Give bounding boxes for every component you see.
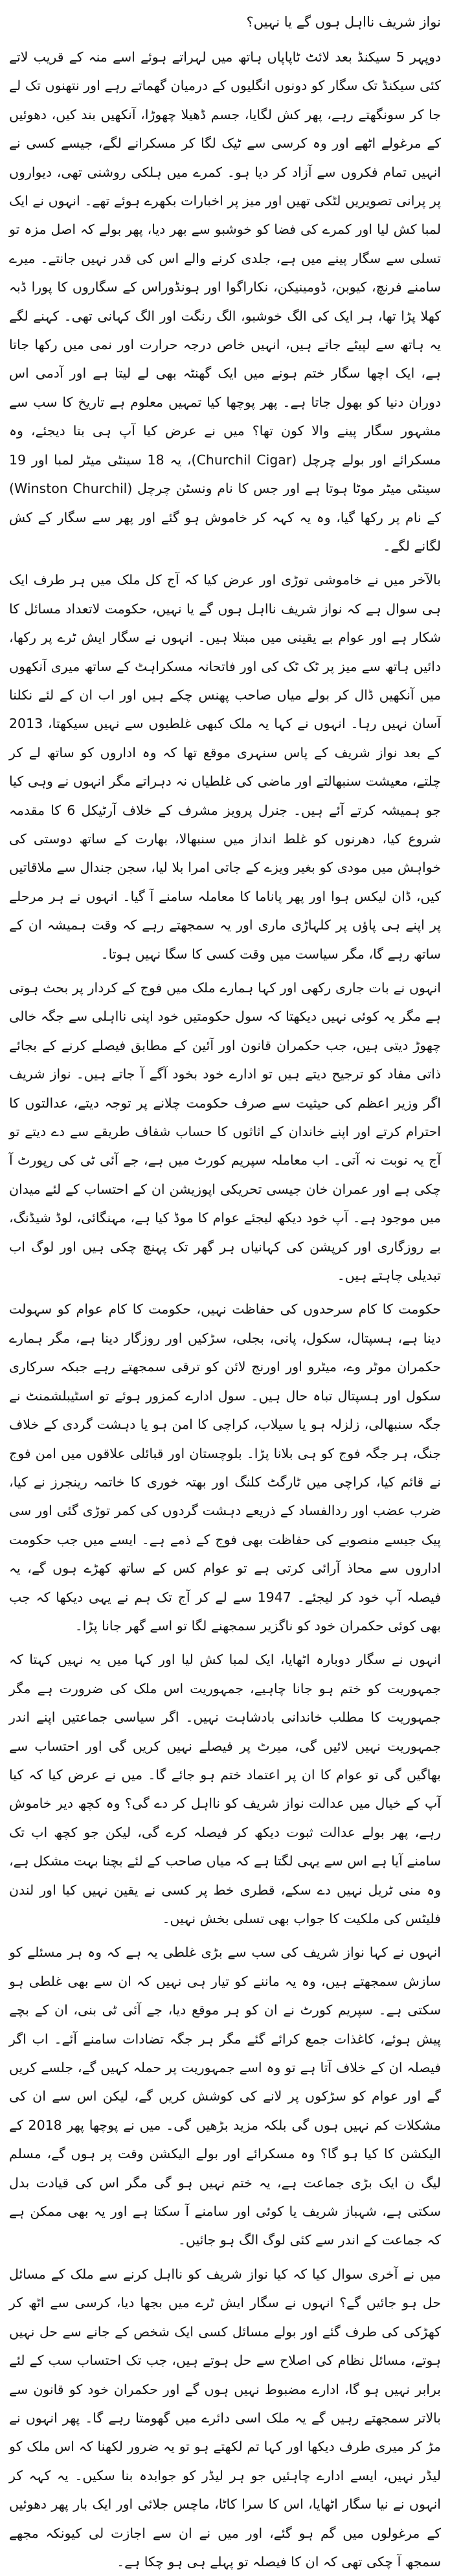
paragraph: بالآخر میں نے خاموشی توڑی اور عرض کیا کہ آج کل ملک میں ہر طرف ایک ہی سوال ہے کہ نواز شریف نااہل ہوں گے یا نہیں، حکومت لاتعداد مسائل کا شکار ہے اور عوام بے یقینی میں مبتلا ہیں۔ انہوں نے سگار ایش ٹرے پر رکھا، دائیں ہاتھ سے میز پر ٹک ٹک کی اور فاتحانہ مسکراہٹ کے ساتھ میری آنکھوں میں آنکھیں ڈال کر بولے میاں صاحب پھنس چکے ہیں اور اب ان کے لئے نکلنا آسان نہیں رہا۔ انہوں نے کہا یہ ملک کبھی غلطیوں سے نہیں سیکھتا، 2013 کے بعد نواز شریف کے پاس سنہری موقع تھا کہ وہ اداروں کو ساتھ لے کر چلتے، معیشت سنبھالتے اور ماضی کی غلطیاں نہ دہراتے مگر انہوں نے وہی کیا جو ہمیشہ کرتے آئے ہیں۔ جنرل پرویز مشرف کے خلاف آرٹیکل 6 کا مقدمہ شروع کیا، دھرنوں کو غلط انداز میں سنبھالا، بھارت کے ساتھ دوستی کی خواہش میں مودی کو بغیر ویزے کے جاتی امرا بلا لیا، سجن جندال سے ملاقاتیں کیں، ڈان لیکس ہوا اور پھر پاناما کا معاملہ سامنے آ گیا۔ انہوں نے ہر مرحلے پر اپنے ہی پاؤں پر کلہاڑی ماری اور یہ سمجھتے رہے کہ وقت ہمیشہ ان کے ساتھ رہے گا، مگر سیاست میں وقت کسی کا سگا نہیں ہوتا۔ bbox=[9, 572, 442, 962]
paragraph: انہوں نے بات جاری رکھی اور کہا ہمارے ملک میں فوج کے کردار پر بحث ہوتی ہے مگر یہ کوئی نہیں دیکھتا کہ سول حکومتیں خود اپنی نااہلی سے جگہ خالی چھوڑ دیتی ہیں، جب حکمران قانون اور آئین کے مطابق فیصلے کرنے کے بجائے ذاتی مفاد کو ترجیح دیتے ہیں تو ادارے خود بخود آگے آ جاتے ہیں۔ نواز شریف اگر وزیر اعظم کی حیثیت سے صرف حکومت چلانے پر توجہ دیتے، عدالتوں کا احترام کرتے اور اپنے خاندان کے اثاثوں کا حساب شفاف طریقے سے دے دیتے تو آج یہ نوبت نہ آتی۔ اب معاملہ سپریم کورٹ میں ہے، جے آئی ٹی کی رپورٹ آ چکی ہے اور عمران خان جیسی تحریکی اپوزیشن ان کے احتساب کے لئے میدان میں موجود ہے۔ آپ خود دیکھ لیجئے عوام کا موڈ کیا ہے، مہنگائی، لوڈ شیڈنگ، بے روزگاری اور کرپشن کی کہانیاں ہر گھر تک پہنچ چکی ہیں اور لوگ اب تبدیلی چاہتے ہیں۔ bbox=[9, 980, 441, 1284]
paragraph: دوپہر 5 سیکنڈ بعد لائٹ ٹاپاپاں ہاتھ میں لہراتے ہوئے اسے منہ کے قریب لاتے کئی سیکنڈ تک سگار کو دونوں انگلیوں کے درمیان گھماتے رہے اور نتھنوں تک لے جا کر سونگھتے رہے، پھر کش لگایا، جسم ڈھیلا چھوڑا، آنکھیں بند کیں، دھوئیں کے مرغولے اٹھے اور وہ کرسی سے ٹیک لگا کر مسکرانے لگے، جیسے کسی نے انہیں تمام فکروں سے آزاد کر دیا ہو۔ کمرے میں ہلکی روشنی تھی، دیواروں پر پرانی تصویریں لٹکی تھیں اور میز پر اخبارات بکھرے ہوئے تھے۔ انہوں نے ایک لمبا کش لیا اور کمرے کی فضا کو خوشبو سے بھر دیا، پھر بولے کہ اصل مزہ تو تسلی سے سگار پینے میں ہے، جلدی کرنے والے اس کی قدر نہیں جانتے۔ میرے سامنے فرنچ، کیوبن، ڈومینیکن، نکاراگوا اور ہونڈوراس کے سگاروں کا پورا ڈبہ کھلا پڑا تھا، ہر ایک کی الگ خوشبو، الگ رنگت اور الگ کہانی تھی۔ کہنے لگے یہ ہاتھ سے لپیٹے جاتے ہیں، انہیں خاص درجہ حرارت اور نمی میں رکھا جاتا ہے، ایک اچھا سگار ختم ہونے میں ایک گھنٹہ بھی لے لیتا ہے اور آدمی اس دوران دنیا کو بھول جاتا ہے۔ پھر پوچھا کیا تمہیں معلوم ہے تاریخ کا سب سے مشہور سگار پینے والا کون تھا؟ میں نے عرض کیا آپ ہی بتا دیجئے، وہ مسکرائے اور بولے چرچل (Churchil Cigar)، یہ 18 سینٹی میٹر لمبا اور 19 سینٹی میٹر موٹا ہوتا ہے اور جس کا نام ونسٹن چرچل (Winston Churchil) کے نام پر رکھا گیا، وہ یہ کہہ کر خاموش ہو گئے اور پھر سے سگار کے کش لگانے لگے۔ bbox=[9, 49, 442, 554]
paragraph: حکومت کا کام سرحدوں کی حفاظت نہیں، حکومت کا کام عوام کو سہولت دینا ہے، ہسپتال، سکول، پانی، بجلی، سڑکیں اور روزگار دینا ہے، مگر ہمارے حکمران موٹر وے، میٹرو اور اورنج لائن کو ترقی سمجھتے رہے جبکہ سرکاری سکول اور ہسپتال تباہ حال ہیں۔ سول ادارے کمزور ہوئے تو اسٹیبلشمنٹ نے جگہ سنبھالی، زلزلہ ہو یا سیلاب، کراچی کا امن ہو یا دہشت گردی کے خلاف جنگ، ہر جگہ فوج کو ہی بلانا پڑا۔ بلوچستان اور قبائلی علاقوں میں امن فوج نے قائم کیا، کراچی میں ٹارگٹ کلنگ اور بھتہ خوری کا خاتمہ رینجرز نے کیا، ضرب عضب اور ردالفساد کے ذریعے دہشت گردوں کی کمر توڑی گئی اور سی پیک جیسے منصوبے کی حفاظت بھی فوج کے ذمے ہے۔ ایسے میں جب حکومت اداروں سے محاذ آرائی کرتی ہے تو عوام کس کے ساتھ کھڑے ہوں گے، یہ فیصلہ آپ خود کر لیجئے۔ 1947 سے لے کر آج تک ہم نے یہی دیکھا کہ جب بھی کوئی حکمران خود کو ناگزیر سمجھنے لگا تو اسے گھر جانا پڑا۔ bbox=[9, 1301, 441, 1634]
paragraph: انہوں نے سگار دوبارہ اٹھایا، ایک لمبا کش لیا اور کہا میں یہ نہیں کہتا کہ جمہوریت کو ختم ہو جانا چاہیے، جمہوریت اس ملک کی ضرورت ہے مگر جمہوریت کا مطلب خاندانی بادشاہت نہیں۔ اگر سیاسی جماعتیں اپنے اندر جمہوریت نہیں لائیں گی، میرٹ پر فیصلے نہیں کریں گی اور احتساب سے بھاگیں گی تو عوام کا ان پر اعتماد ختم ہو جائے گا۔ میں نے عرض کیا کہ کیا آپ کے خیال میں عدالت نواز شریف کو نااہل کر دے گی؟ وہ کچھ دیر خاموش رہے، پھر بولے عدالت ثبوت دیکھ کر فیصلہ کرے گی، لیکن جو کچھ اب تک سامنے آیا ہے اس سے یہی لگتا ہے کہ میاں صاحب کے لئے بچنا بہت مشکل ہے، وہ منی ٹریل نہیں دے سکے، قطری خط پر کسی نے یقین نہیں کیا اور لندن فلیٹس کی ملکیت کا جواب بھی تسلی بخش نہیں۔ bbox=[9, 1652, 441, 1926]
article-title: نواز شریف نااہل ہوں گے یا نہیں؟ bbox=[246, 14, 441, 30]
paragraph: انہوں نے کہا نواز شریف کی سب سے بڑی غلطی یہ ہے کہ وہ ہر مسئلے کو سازش سمجھتے ہیں، وہ یہ ماننے کو تیار ہی نہیں کہ ان سے بھی غلطی ہو سکتی ہے۔ سپریم کورٹ نے ان کو ہر موقع دیا، جے آئی ٹی بنی، ان کے بچے پیش ہوئے، کاغذات جمع کرائے گئے مگر ہر جگہ تضادات سامنے آئے۔ اب اگر فیصلہ ان کے خلاف آتا ہے تو وہ اسے جمہوریت پر حملہ کہیں گے، جلسے کریں گے اور عوام کو سڑکوں پر لانے کی کوشش کریں گے، لیکن اس سے ان کی مشکلات کم نہیں ہوں گی بلکہ مزید بڑھیں گی۔ میں نے پوچھا پھر 2018 کے الیکشن کا کیا ہو گا؟ وہ مسکرائے اور بولے الیکشن وقت پر ہوں گے، مسلم لیگ ن ایک بڑی جماعت ہے، یہ ختم نہیں ہو گی مگر اس کی قیادت بدل سکتی ہے، شہباز شریف یا کوئی اور سامنے آ سکتا ہے اور یہ بھی ممکن ہے کہ جماعت کے اندر سے کئی لوگ الگ ہو جائیں۔ bbox=[9, 1944, 441, 2248]
paragraph: میں نے آخری سوال کیا کہ کیا نواز شریف کو نااہل کرنے سے ملک کے مسائل حل ہو جائیں گے؟ انہوں نے سگار ایش ٹرے میں بجھا دیا، کرسی سے اٹھ کر کھڑکی کی طرف گئے اور بولے مسائل کسی ایک شخص کے جانے سے حل نہیں ہوتے، مسائل نظام کی اصلاح سے حل ہوتے ہیں، جب تک احتساب سب کے لئے برابر نہیں ہو گا، ادارے مضبوط نہیں ہوں گے اور حکمران خود کو قانون سے بالاتر سمجھتے رہیں گے یہ ملک اسی دائرے میں گھومتا رہے گا۔ پھر انہوں نے مڑ کر میری طرف دیکھا اور کہا تم لکھتے ہو تو یہ ضرور لکھنا کہ اس ملک کو لیڈر نہیں، ایسے ادارے چاہئیں جو ہر لیڈر کو جوابدہ بنا سکیں۔ یہ کہہ کر انہوں نے نیا سگار اٹھایا، اس کا سرا کاٹا، ماچس جلائی اور ایک بار پھر دھوئیں کے مرغولوں میں گم ہو گئے، اور میں نے ان سے اجازت لی کیونکہ مجھے سمجھ آ چکی تھی کہ ان کا فیصلہ تو پہلے ہی ہو چکا ہے۔ bbox=[9, 2266, 441, 2570]
